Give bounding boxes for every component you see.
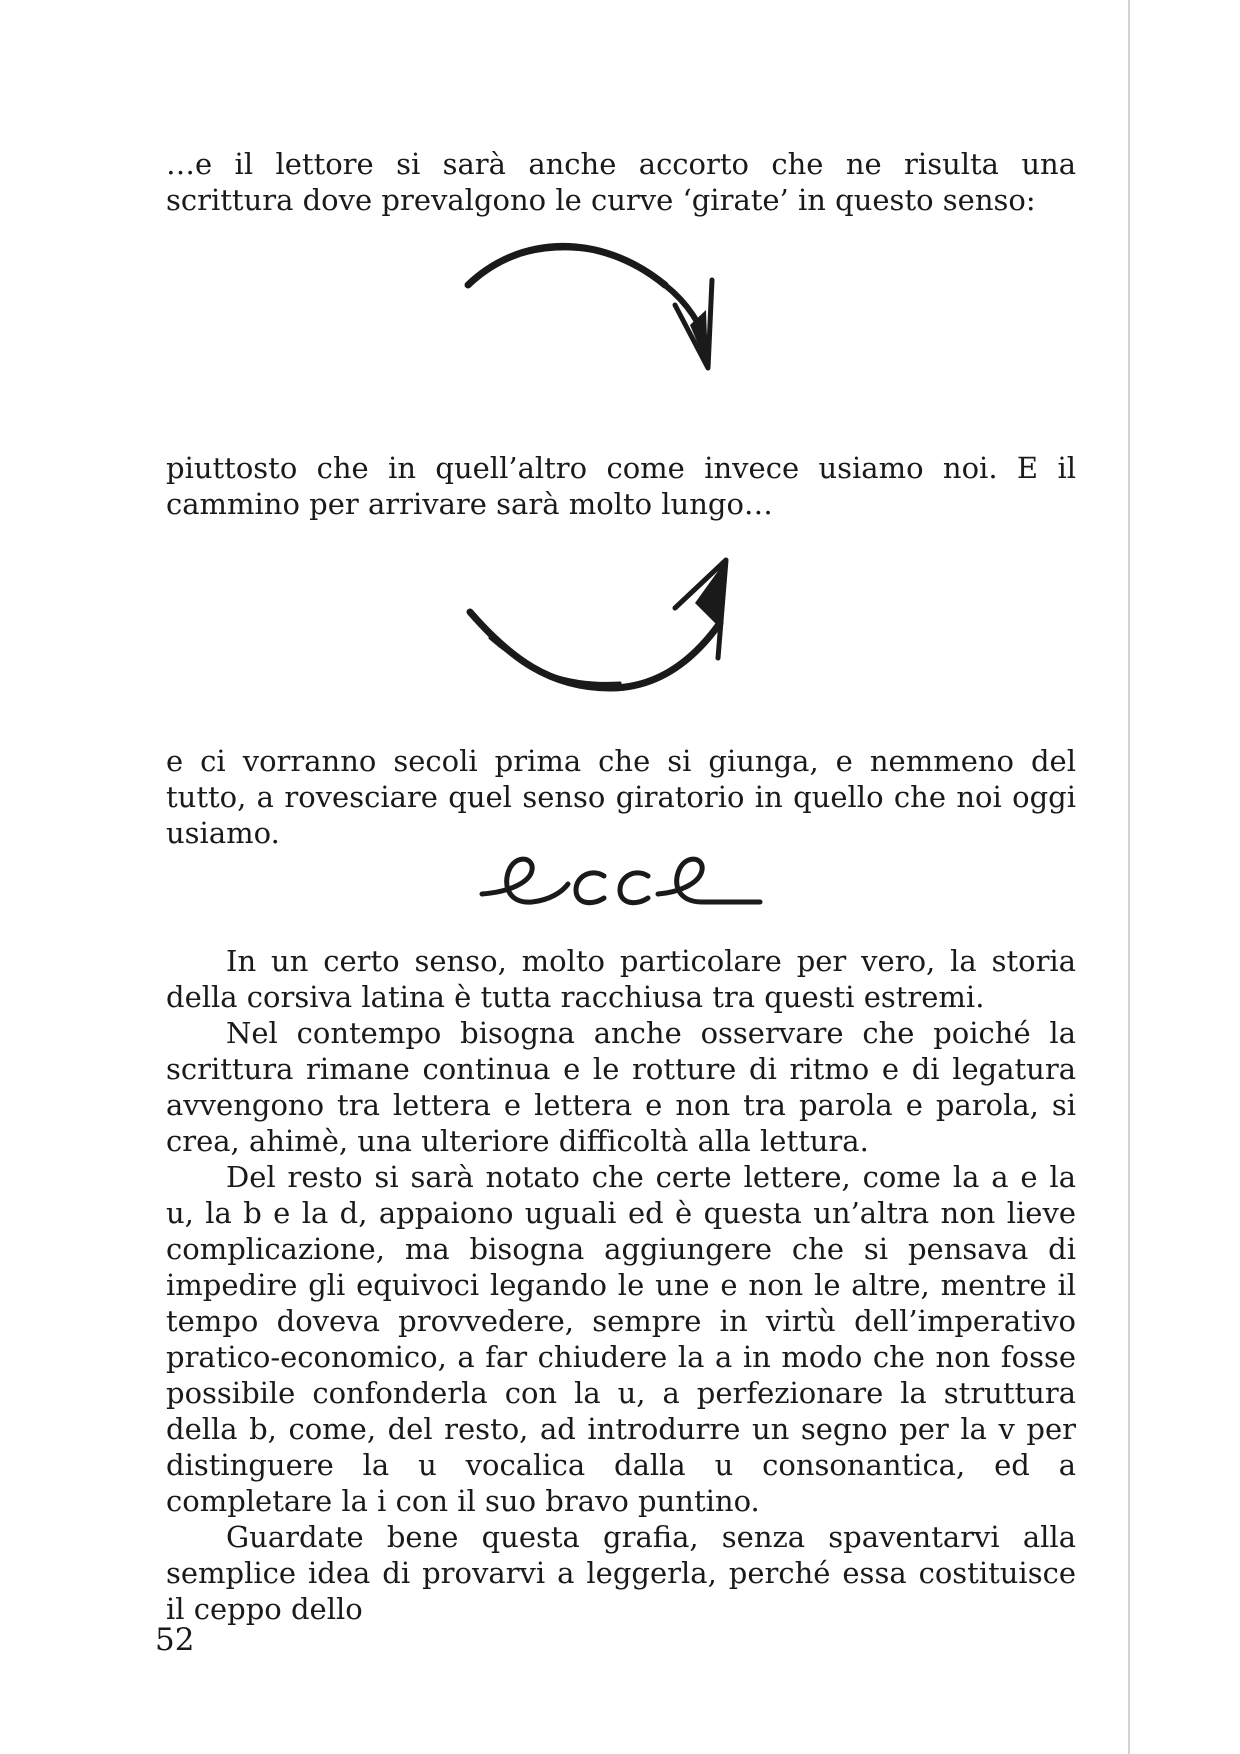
middle-text: piuttosto che in quell’altro come invece usiamo noi. E il cammino per arrivare sarà molto lungo… [166, 451, 1076, 521]
counterclockwise-curve-arrow-icon [450, 548, 780, 718]
page-number: 52 [155, 1622, 195, 1658]
body-text [166, 943, 1076, 1627]
intro-text: …e il lettore si sarà anche accorto che ne risulta una scrittura dove prevalgono le curve ‘girate’ in questo senso: [166, 147, 1076, 217]
body-paragraph-2: Nel contempo bisogna anche osservare che poiché la scrittura rimane continua e le rotture di ritmo e di legatura avvengono tra lettera e lettera e non tra parola e parola, si crea, ahimè, una ulteriore difficoltà alla lettura. [166, 1016, 1076, 1158]
closing-figure-text: e ci vorranno secoli prima che si giunga, e nemmeno del tutto, a rovesciare quel senso giratorio in quello che noi oggi usiamo. [166, 744, 1076, 850]
body-paragraph-1: In un certo senso, molto particolare per vero, la storia della corsiva latina è tutta racchiusa tra questi estremi. [166, 944, 1076, 1014]
body-paragraph-3: Del resto si sarà notato che certe lettere, come la a e la u, la b e la d, appaiono uguali ed è questa un’altra non lieve complicazione, ma bisogna aggiungere che si pensava di impedire gli equivoci legando le une e non le altre, mentre il tempo doveva provvedere, sempre in virtù dell’imperativo pratico-economico, a far chiudere la a in modo che non fosse possibile confonderla con la u, a perfezionare la struttura della b, come, del resto, ad introdurre un segno per la v per distinguere la u vocalica dalla u consonantica, ed a completare la i con il suo bravo puntino. [166, 1160, 1076, 1518]
body-paragraph-4: Guardate bene questa grafia, senza spaventarvi alla semplice idea di provarvi a leggerla, perché essa costituisce il ceppo dello [166, 1520, 1076, 1626]
intro-paragraph [166, 146, 1076, 218]
handwritten-ecce-drawing [470, 832, 770, 932]
clockwise-curve-arrow-icon [450, 240, 780, 420]
middle-paragraph [166, 450, 1076, 522]
page-edge [1128, 0, 1130, 1754]
